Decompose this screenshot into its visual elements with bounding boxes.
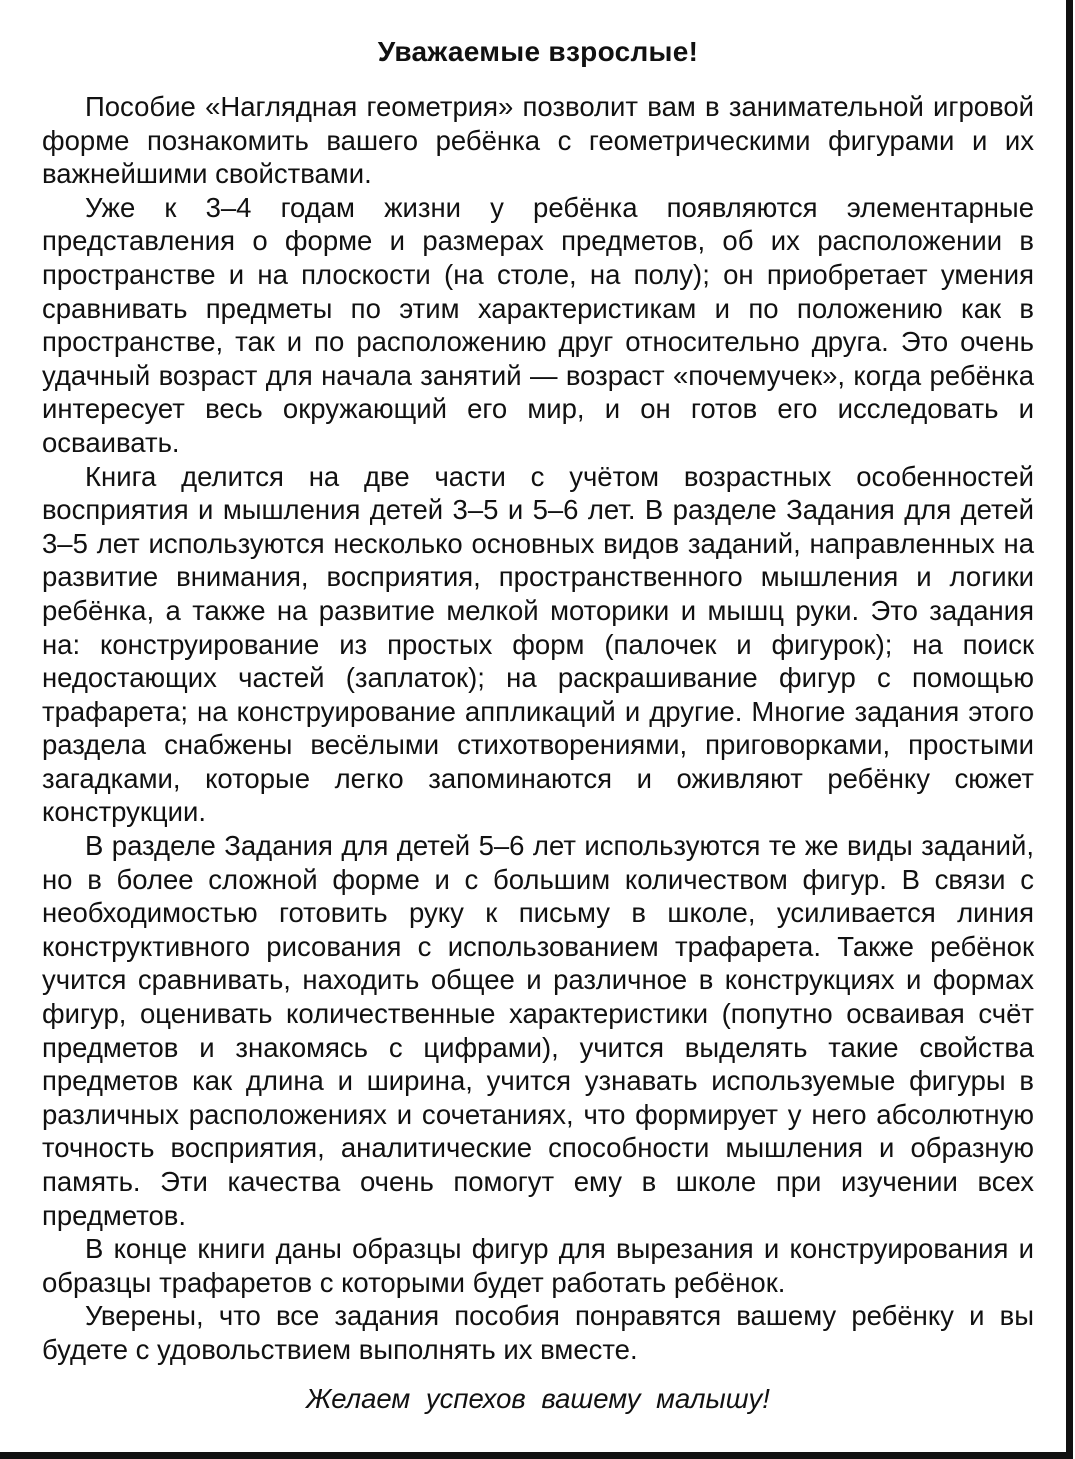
paragraph-intro: Пособие «Наглядная геометрия» позволит вам в занимательной игровой форме познакомить вашего ребёнка с геометрическими фигурами и их важнейшими свойствами. — [42, 91, 1034, 190]
page-title: Уважаемые взрослые! — [377, 36, 699, 67]
paragraph-age-5-6: В разделе Задания для детей 5–6 лет используются те же виды заданий, но в более сложной форме и с большим количеством фигур. В связи с необходимостью готовить руку к письму в школе, усиливается линия конструктивного рисования с использованием трафарета. Также ребёнок учится сравнивать, находить общее и различное в конструкциях и формах фигур, оценивать количественные характеристики (попутно осваивая счёт предметов и знакомясь с цифрами), учится выделять такие свойства предметов как длина и ширина, учится узнавать используемые фигуры в различных расположениях и сочетаниях, что формирует у него абсолютную точность восприятия, аналитические способности мышления и образную память. Эти качества очень помогут ему в школе при изучении всех предметов. — [42, 830, 1034, 1231]
paragraph-book-parts: Книга делится на две части с учётом возрастных особенностей восприятия и мышления детей 3–5 и 5–6 лет. В разделе Задания для детей 3–5 лет используются несколько основных видов заданий, направленных на развитие внимания, восприятия, пространственного мышления и логики ребёнка, а также на развитие мелкой моторики и мышц руки. Это задания на: конструирование из простых форм (палочек и фигурок); на поиск недостающих частей (заплаток); на раскрашивание фигур с помощью трафарета; на конструирование аппликаций и другие. Многие задания этого раздела снабжены весёлыми стихотворениями, приговорками, простыми загадками, которые легко запоминаются и оживляют ребёнку сюжет конструкции. — [42, 460, 1034, 828]
paragraph-age-3-4: Уже к 3–4 годам жизни у ребёнка появляются элементарные представления о форме и размерах предметов, об их расположении в пространстве и на плоскости (на столе, на полу); он приобретает умения сравнивать предметы по этим характеристикам и по положению как в пространстве, так и по расположению друг относительно друга. Это очень удачный возраст для начала занятий — возраст «почемучек», когда ребёнка интересует весь окружающий его мир, и он готов его исследовать и осваивать. — [42, 191, 1034, 458]
paragraph-confidence: Уверены, что все задания пособия понравятся вашему ребёнку и вы будете с удовольствием выполнять их вместе. — [42, 1300, 1034, 1365]
closing-wish: Желаем успехов вашему малышу! — [306, 1382, 770, 1414]
paragraph-book-end: В конце книги даны образцы фигур для вырезания и конструирования и образцы трафаретов с которыми будет работать ребёнок. — [42, 1233, 1034, 1298]
document-body — [42, 32, 1034, 1417]
